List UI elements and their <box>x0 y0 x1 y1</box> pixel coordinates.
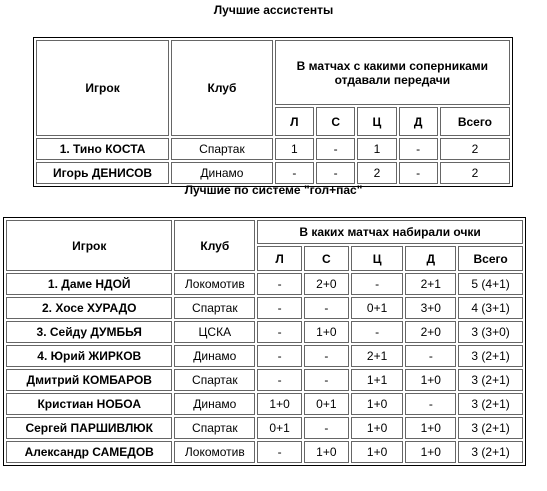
table-row <box>36 162 510 184</box>
cell-s: - <box>304 297 349 319</box>
cell-d: - <box>399 162 438 184</box>
col-l-header: Л <box>275 107 314 136</box>
cell-total: 5 (4+1) <box>458 273 523 295</box>
cell-d: 2+0 <box>405 321 456 343</box>
player-name: Сергей ПАРШИВЛЮК <box>6 417 172 439</box>
cell-s: 2+0 <box>304 273 349 295</box>
matches-group-header: В каких матчах набирали очки <box>257 220 523 244</box>
col-l-header: Л <box>257 246 302 271</box>
table-row <box>6 417 523 439</box>
player-header: Игрок <box>36 40 169 136</box>
cell-d: 1+0 <box>405 417 456 439</box>
cell-total: 2 <box>440 138 510 160</box>
goal-pass-table <box>3 217 526 466</box>
cell-s: - <box>304 369 349 391</box>
assists-header-row <box>36 40 510 105</box>
cell-ts: 2 <box>357 162 396 184</box>
table-row <box>6 441 523 463</box>
table-row <box>6 393 523 415</box>
club-header: Клуб <box>174 220 255 271</box>
cell-s: 1+0 <box>304 321 349 343</box>
cell-total: 3 (2+1) <box>458 369 523 391</box>
player-club: Спартак <box>174 297 255 319</box>
player-name: Игорь ДЕНИСОВ <box>36 162 169 184</box>
player-header: Игрок <box>6 220 172 271</box>
player-club: Спартак <box>174 369 255 391</box>
cell-total: 3 (2+1) <box>458 393 523 415</box>
cell-ts: 0+1 <box>351 297 404 319</box>
goal-pass-header-row <box>6 220 523 244</box>
table-row <box>6 369 523 391</box>
cell-ts: 1+0 <box>351 417 404 439</box>
cell-ts: - <box>351 321 404 343</box>
player-name: Дмитрий КОМБАРОВ <box>6 369 172 391</box>
cell-s: - <box>304 417 349 439</box>
cell-l: - <box>275 162 314 184</box>
cell-d: - <box>399 138 438 160</box>
cell-d: - <box>405 393 456 415</box>
player-club: Локомотив <box>174 441 255 463</box>
cell-total: 3 (2+1) <box>458 441 523 463</box>
cell-l: 1+0 <box>257 393 302 415</box>
cell-d: 1+0 <box>405 441 456 463</box>
table-row <box>6 345 523 367</box>
player-club: Локомотив <box>174 273 255 295</box>
cell-total: 2 <box>440 162 510 184</box>
cell-l: - <box>257 369 302 391</box>
table-row <box>6 321 523 343</box>
player-name: 1. Даме НДОЙ <box>6 273 172 295</box>
cell-ts: 1+0 <box>351 441 404 463</box>
cell-s: - <box>316 162 355 184</box>
cell-s: - <box>304 345 349 367</box>
col-total-header: Всего <box>458 246 523 271</box>
col-total-header: Всего <box>440 107 510 136</box>
player-name: 1. Тино КОСТА <box>36 138 169 160</box>
col-ts-header: Ц <box>351 246 404 271</box>
player-club: Динамо <box>174 345 255 367</box>
cell-total: 3 (2+1) <box>458 417 523 439</box>
cell-ts: 1+0 <box>351 393 404 415</box>
club-header: Клуб <box>171 40 273 136</box>
cell-l: - <box>257 441 302 463</box>
player-club: Динамо <box>174 393 255 415</box>
player-club: ЦСКА <box>174 321 255 343</box>
col-d-header: Д <box>405 246 456 271</box>
player-name: 3. Сейду ДУМБЬЯ <box>6 321 172 343</box>
cell-d: 3+0 <box>405 297 456 319</box>
player-name: 4. Юрий ЖИРКОВ <box>6 345 172 367</box>
cell-total: 3 (2+1) <box>458 345 523 367</box>
cell-ts: 1+1 <box>351 369 404 391</box>
cell-l: - <box>257 345 302 367</box>
cell-l: - <box>257 273 302 295</box>
opponents-group-header: В матчах с какими соперниками отдавали передачи <box>275 40 510 105</box>
cell-d: 2+1 <box>405 273 456 295</box>
cell-total: 3 (3+0) <box>458 321 523 343</box>
table-row <box>6 273 523 295</box>
cell-l: - <box>257 297 302 319</box>
cell-l: - <box>257 321 302 343</box>
assists-table <box>33 37 513 187</box>
goal-pass-title: Лучшие по системе "гол+пас" <box>184 183 363 197</box>
cell-d: - <box>405 345 456 367</box>
cell-l: 0+1 <box>257 417 302 439</box>
player-club: Динамо <box>171 162 273 184</box>
player-club: Спартак <box>174 417 255 439</box>
player-name: 2. Хосе ХУРАДО <box>6 297 172 319</box>
cell-s: - <box>316 138 355 160</box>
col-s-header: С <box>316 107 355 136</box>
cell-s: 0+1 <box>304 393 349 415</box>
player-club: Спартак <box>171 138 273 160</box>
assists-title: Лучшие ассистенты <box>213 3 334 17</box>
player-name: Александр САМЕДОВ <box>6 441 172 463</box>
player-name: Кристиан НОБОА <box>6 393 172 415</box>
cell-l: 1 <box>275 138 314 160</box>
cell-total: 4 (3+1) <box>458 297 523 319</box>
cell-d: 1+0 <box>405 369 456 391</box>
cell-ts: 1 <box>357 138 396 160</box>
table-row <box>6 297 523 319</box>
col-ts-header: Ц <box>357 107 396 136</box>
cell-s: 1+0 <box>304 441 349 463</box>
col-s-header: С <box>304 246 349 271</box>
table-row <box>36 138 510 160</box>
cell-ts: 2+1 <box>351 345 404 367</box>
cell-ts: - <box>351 273 404 295</box>
col-d-header: Д <box>399 107 438 136</box>
